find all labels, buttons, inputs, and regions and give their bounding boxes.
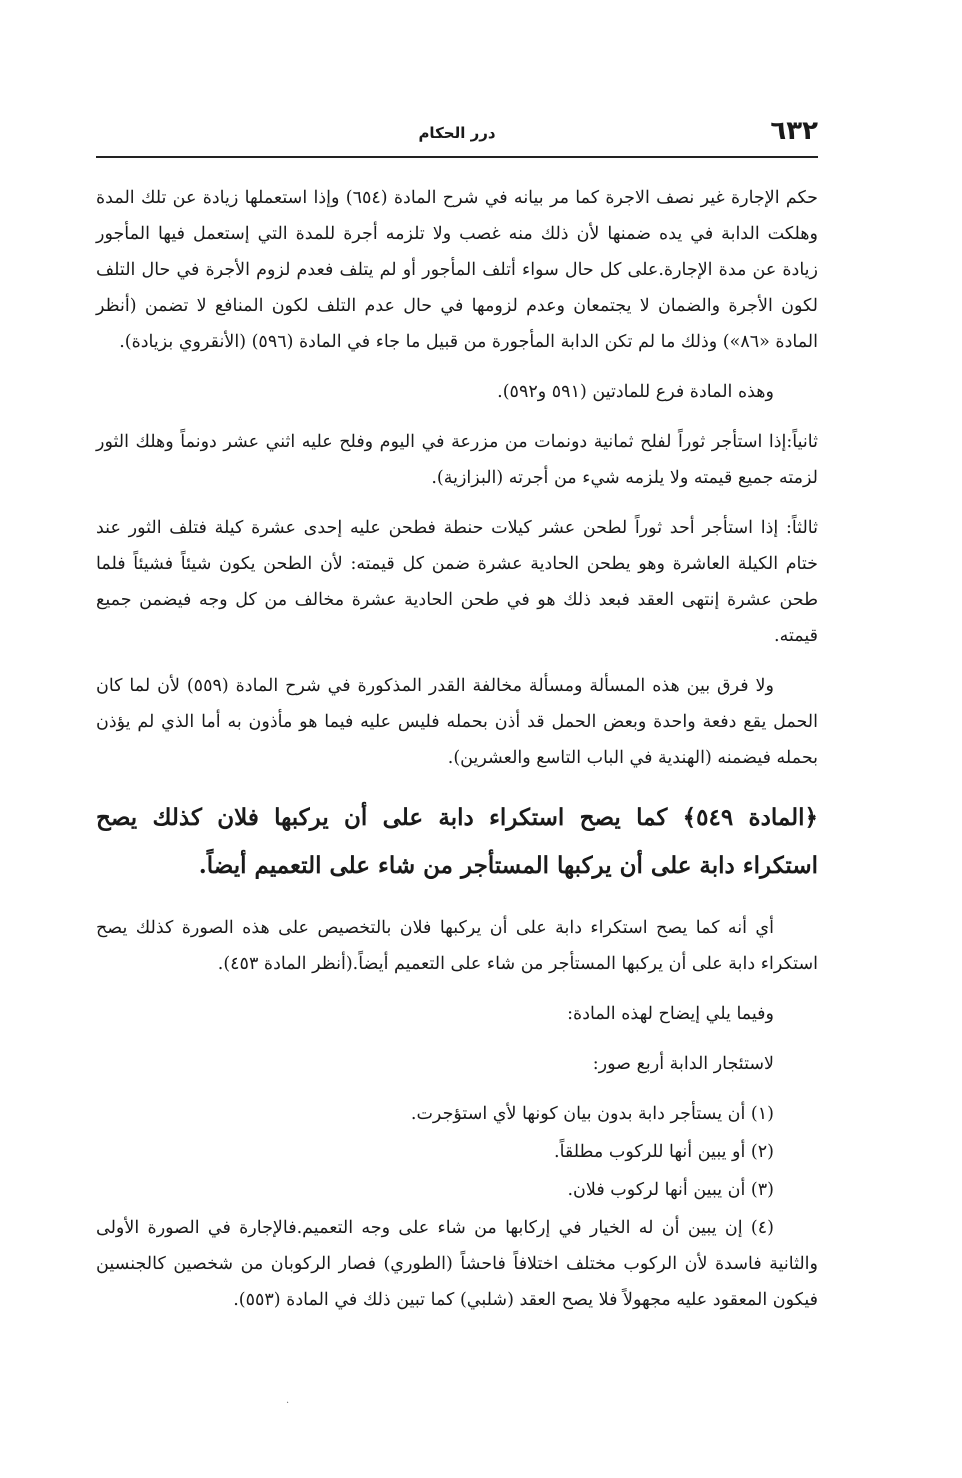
list-item-4: (٤) إن يبين أن له الخيار في إركابها من شاء على وجه التعميم.فالإجارة في الصورة الأولى والثانية فاسدة لأن الركوب مختلف اختلافاً فاحشاً (الطوري) فصار الركوبان من شخصين كالجنسين فيكون المعقود عليه مجهولاً فلا يصح العقد (شلبي) كما تبين ذلك في المادة (٥٥٣).: [96, 1218, 818, 1310]
article-explanation: أي أنه كما يصح استكراء دابة على أن يركبها فلان بالتخصيص على هذه الصورة كذلك يصح استكراء دابة على أن يركبها المستأجر من شاء على التعميم أيضاً.(أنظر المادة ٤٥٣).: [96, 918, 818, 974]
article-heading: ﴿المادة ٥٤٩﴾ كما يصح استكراء دابة على أن يركبها فلان كذلك يصح استكراء دابة على أن يركبها المستأجر من شاء على التعميم أيضاً.: [96, 804, 818, 879]
page-number: ٦٣٢: [770, 116, 818, 146]
list-item-1: (١) أن يستأجر دابة بدون بيان كونها لأي استؤجرت.: [410, 1104, 774, 1124]
paragraph-second-case: ثانياً:إذا استأجر ثوراً لفلح ثمانية دونمات من مزرعة في اليوم وفلح عليه اثني عشر دونماً وهلك الثور لزمته جميع قيمته ولا يلزمه شيء من أجرته (البزازية).: [96, 432, 818, 488]
page-body: [96, 180, 818, 1318]
intro-line-2: لاستئجار الدابة أربع صور:: [592, 1054, 774, 1074]
running-title: درر الحكام: [418, 124, 496, 142]
paragraph-third-case: ثالثاً: إذا استأجر أحد ثوراً لطحن عشر كيلات حنطة فطحن عليه إحدى عشرة كيلة فتلف الثور عند ختام الكيلة العاشرة وهو يطحن الحادية عشرة ضمن كل قيمته: لأن الطحن يكون شيئاً فشيئاً فلما طحن عشرة إنتهى العقد فبعد ذلك هو في طحن الحادية عشرة مخالف من كل وجه فيضمن جميع قيمته.: [96, 518, 818, 646]
paragraph-commentary-1: حكم الإجارة غير نصف الاجرة كما مر بيانه في شرح المادة (٦٥٤) وإذا استعملها زيادة عن تلك المدة وهلكت الدابة في يده ضمنها لأن ذلك منه غصب ولا تلزمه أجرة للمدة التي إستعمل فيها المأجور زيادة عن مدة الإجارة.على كل حال سواء أتلف المأجور أو لم يتلف فعدم لزوم الأجرة في حال التلف لكون الأجرة والضمان لا يجتمعان وعدم لزومها في حال عدم التلف لكون المنافع لا تضمن (أنظر المادة «٨٦») وذلك ما لم تكن الدابة المأجورة من قبيل ما جاء في المادة (٥٩٦) (الأنقروي بزيادة).: [96, 188, 818, 352]
paragraph-comparison: ولا فرق بين هذه المسألة ومسألة مخالفة القدر المذكورة في شرح المادة (٥٥٩) لأن لما كان الحمل يقع دفعة واحدة وبعض الحمل قد أذن بحمله فليس عليه فيما هو مأذون به أما الذي لم يؤذن بحمله فيضمنه (الهندية في الباب التاسع والعشرين).: [96, 676, 818, 768]
list-item-2: (٢) أو يبين أنها للركوب مطلقاً.: [554, 1142, 774, 1162]
book-page: [96, 110, 818, 1320]
intro-line-1: وفيما يلي إيضاح لهذه المادة:: [567, 1004, 774, 1024]
page-header: [96, 110, 818, 158]
scan-speck: ·: [286, 1398, 290, 1409]
list-item-3: (٣) أن يبين أنها لركوب فلان.: [567, 1180, 774, 1200]
paragraph-commentary-2: وهذه المادة فرع للمادتين (٥٩١ و٥٩٢).: [497, 382, 774, 402]
